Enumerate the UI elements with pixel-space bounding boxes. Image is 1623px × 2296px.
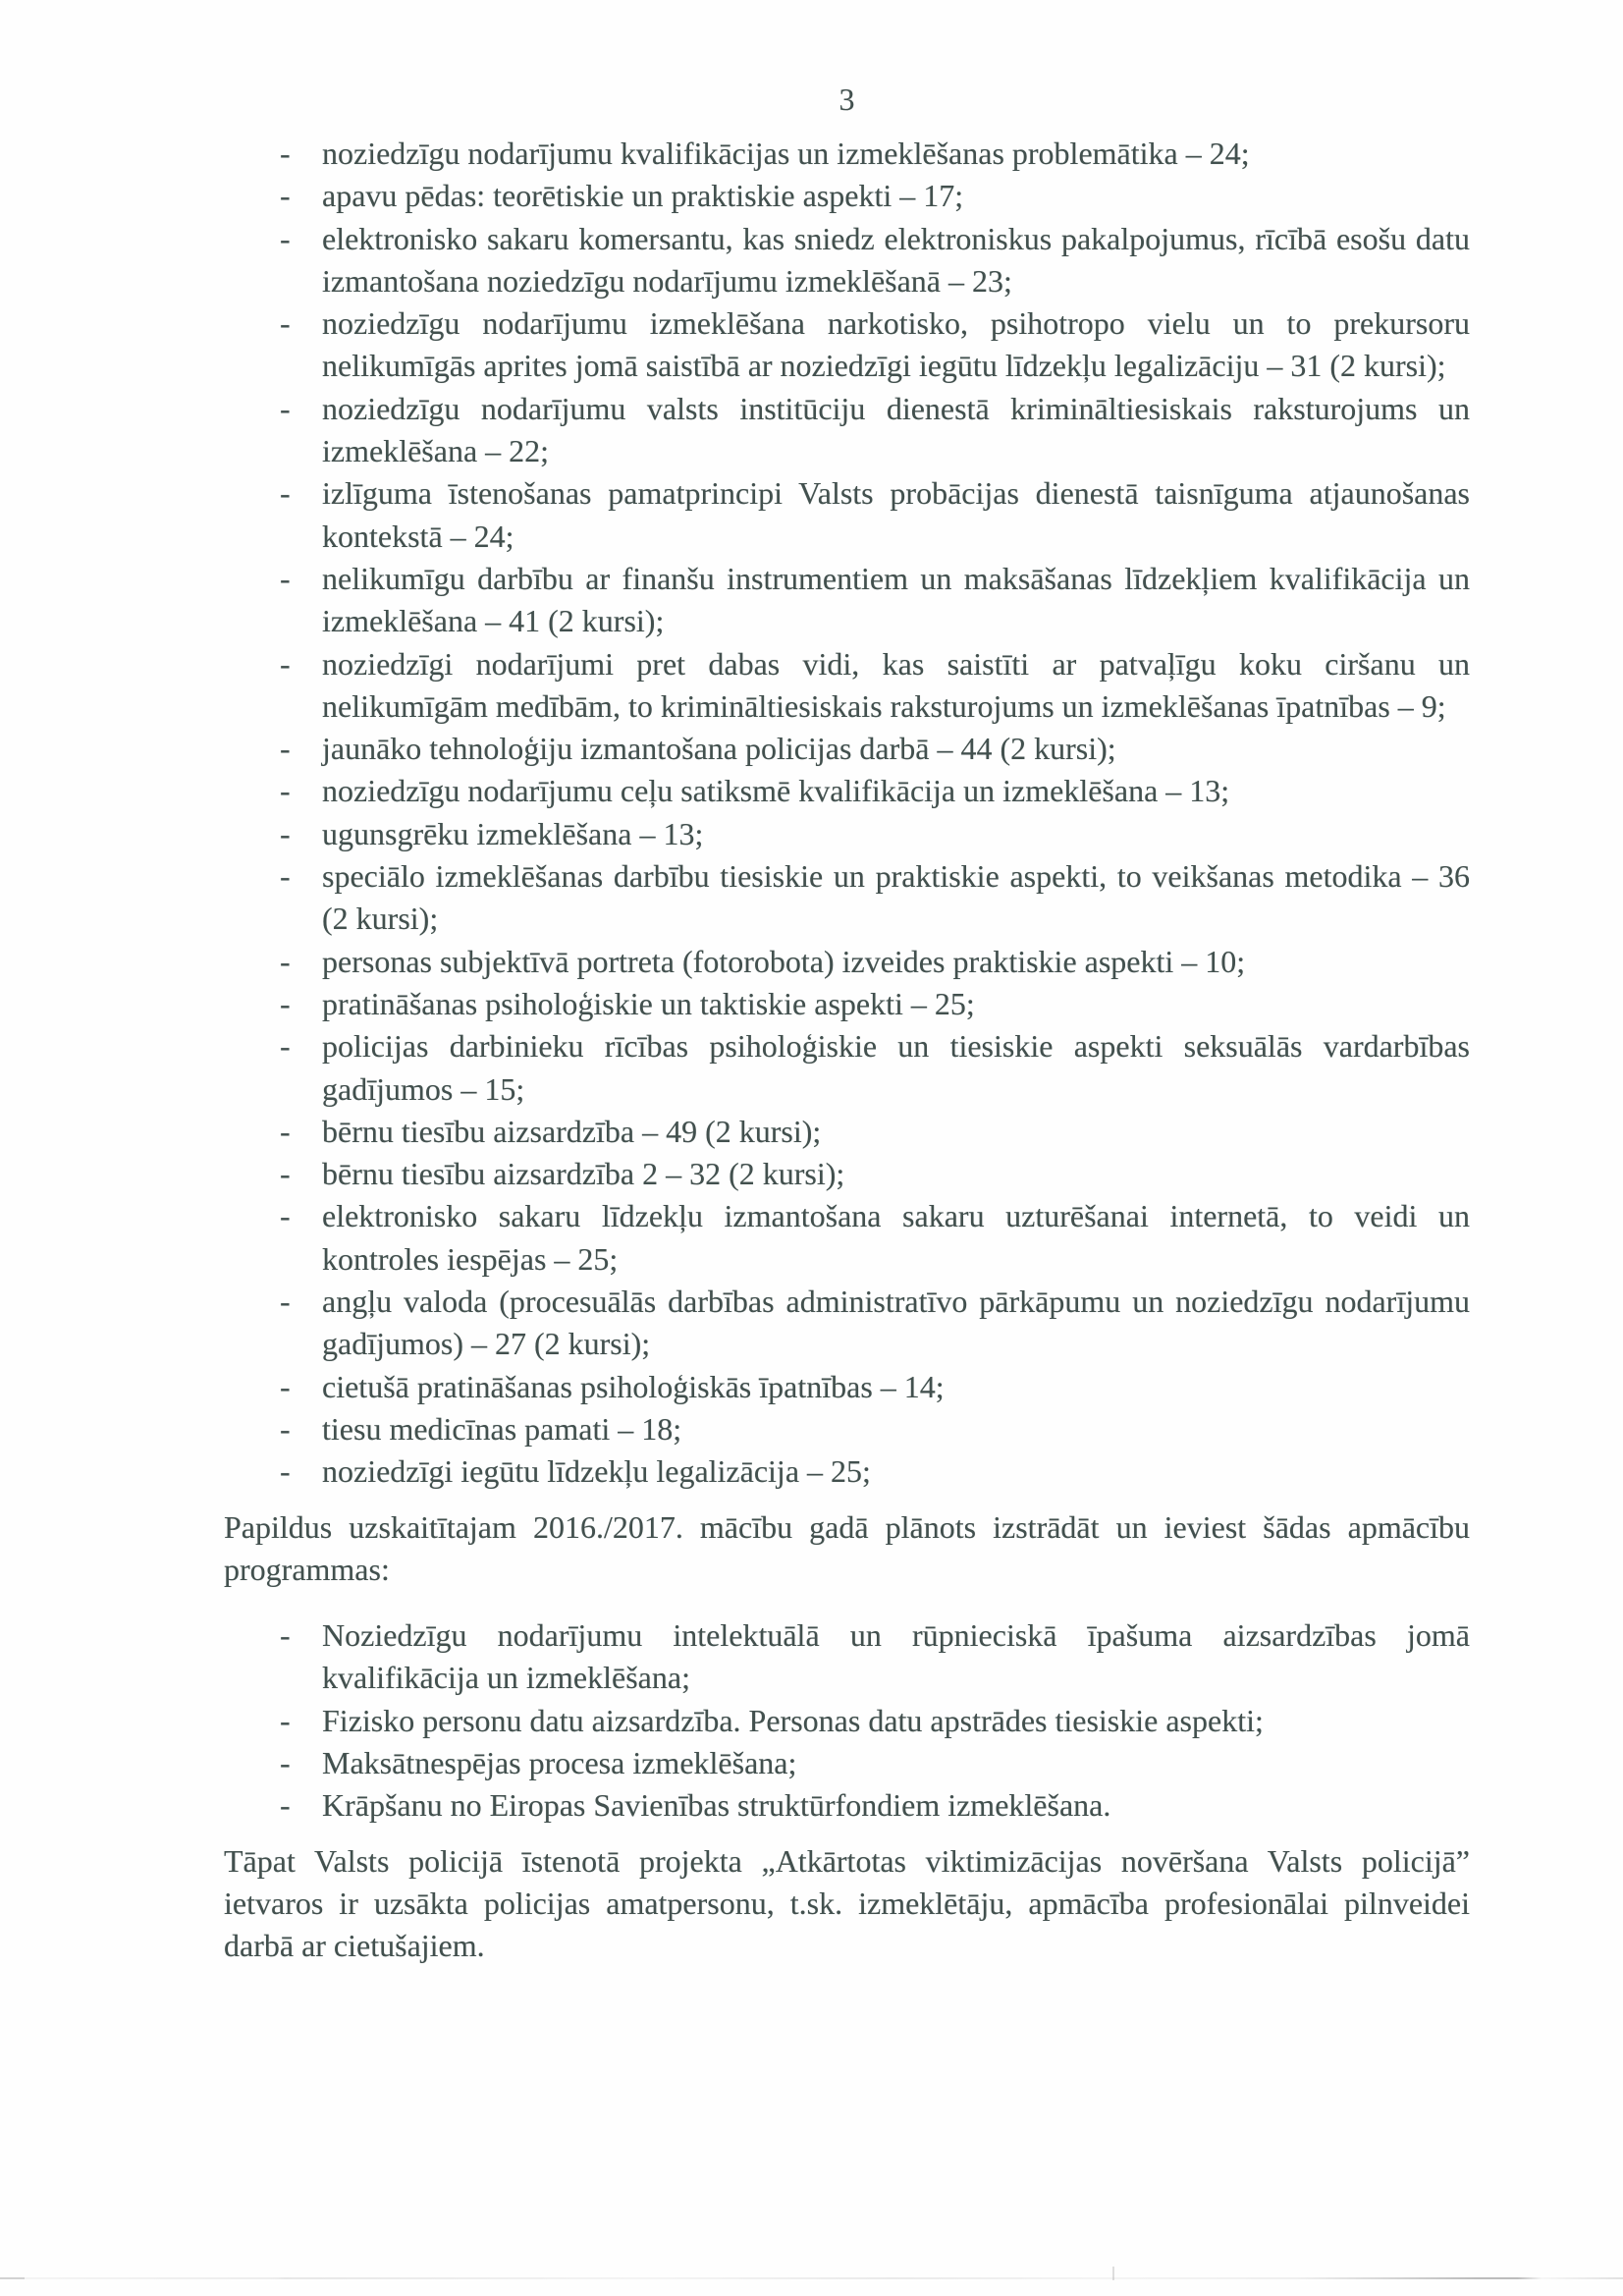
dash-bullet: - (280, 1702, 291, 1738)
dash-bullet: - (280, 136, 291, 171)
list-item (224, 1614, 1470, 1700)
list-item-text: noziedzīgu nodarījumu izmeklēšana narkotisko, psihotropo vielu un to prekursoru nelikumīgās aprites jomā saistībā ar noziedzīgi iegūtu līdzekļu legalizāciju – 31 (2 kursi); (322, 305, 1470, 384)
list-item (224, 941, 1470, 983)
dash-bullet: - (280, 815, 291, 851)
dash-bullet: - (280, 731, 291, 767)
list-item-text: bērnu tiesību aizsardzība – 49 (2 kursi); (322, 1113, 822, 1149)
dash-bullet: - (280, 943, 291, 979)
dash-bullet: - (280, 1113, 291, 1149)
list-item-text: angļu valoda (procesuālās darbības administratīvo pārkāpumu un noziedzīgu nodarījumu gadījumos) – 27 (2 kursi); (322, 1284, 1470, 1362)
list-item (224, 1153, 1470, 1195)
list-item (224, 1408, 1470, 1450)
list-item (224, 175, 1470, 217)
dash-bullet: - (280, 178, 291, 214)
dash-bullet: - (280, 1744, 291, 1780)
list-item (224, 133, 1470, 175)
list-item (224, 728, 1470, 770)
list-item-text: noziedzīgu nodarījumu kvalifikācijas un izmeklēšanas problemātika – 24; (322, 136, 1250, 171)
list-item (224, 770, 1470, 812)
planned-programs-list (224, 1614, 1470, 1827)
list-item-text: speciālo izmeklēšanas darbību tiesiskie un praktiskie aspekti, to veikšanas metodika – 36 (2 kursi); (322, 858, 1470, 937)
dash-bullet: - (280, 220, 291, 256)
list-item-text: noziedzīgu nodarījumu valsts institūciju dienestā krimināltiesiskais raksturojums un izmeklēšana – 22; (322, 390, 1470, 469)
list-item (224, 813, 1470, 855)
list-item-text: elektronisko sakaru komersantu, kas sniedz elektroniskus pakalpojumus, rīcībā esošu datu izmantošana noziedzīgu nodarījumu izmeklēšanā – 23; (322, 220, 1470, 299)
list-item-text: Noziedzīgu nodarījumu intelektuālā un rūpnieciskā īpašuma aizsardzības jomā kvalifikācija un izmeklēšana; (322, 1617, 1470, 1696)
list-item (224, 1111, 1470, 1153)
list-item-text: tiesu medicīnas pamati – 18; (322, 1410, 682, 1447)
list-item (224, 388, 1470, 473)
paragraph-additional-programs-intro: Papildus uzskaitītajam 2016./2017. mācību gadā plānots izstrādāt un ieviest šādas apmācību programmas: (224, 1508, 1470, 1587)
dash-bullet: - (280, 560, 291, 596)
paragraph-victimization-project: Tāpat Valsts policijā īstenotā projekta „Atkārtotas viktimizācijas novēršana Valsts policijā” ietvaros ir uzsākta policijas amatpersonu, t.sk. izmeklētāju, apmācība profesionālai pilnveidei darbā ar cietušajiem. (224, 1842, 1470, 1964)
list-item (224, 855, 1470, 941)
dash-bullet: - (280, 1156, 291, 1192)
list-item-text: noziedzīgu nodarījumu ceļu satiksmē kvalifikācija un izmeklēšana – 13; (322, 773, 1230, 809)
list-item (224, 218, 1470, 303)
dash-bullet: - (280, 305, 291, 342)
dash-bullet: - (280, 1617, 291, 1654)
list-item-text: policijas darbinieku rīcības psiholoģiskie un tiesiskie aspekti seksuālās vardarbības gadījumos – 15; (322, 1028, 1470, 1107)
training-courses-list (224, 133, 1470, 1494)
list-item-text: apavu pēdas: teorētiskie un praktiskie aspekti – 17; (322, 178, 964, 214)
list-item-text: noziedzīgi nodarījumi pret dabas vidi, kas saistīti ar patvaļīgu koku ciršanu un nelikumīgām medībām, to krimināltiesiskais raksturojums un izmeklēšanas īpatnības – 9; (322, 645, 1470, 724)
list-item-text: izlīguma īstenošanas pamatprincipi Valsts probācijas dienestā taisnīguma atjaunošanas kontekstā – 24; (322, 475, 1470, 554)
list-item-text: ugunsgrēku izmeklēšana – 13; (322, 815, 704, 851)
list-item (224, 983, 1470, 1025)
scan-artifact-line (0, 2277, 1623, 2279)
list-item (224, 558, 1470, 643)
list-item-text: Krāpšanu no Eiropas Savienības struktūrfondiem izmeklēšana. (322, 1787, 1111, 1824)
dash-bullet: - (280, 1368, 291, 1404)
dash-bullet: - (280, 1453, 291, 1490)
list-item (224, 472, 1470, 558)
list-item-text: cietušā pratināšanas psiholoģiskās īpatnības – 14; (322, 1368, 945, 1404)
list-item (224, 1281, 1470, 1366)
dash-bullet: - (280, 985, 291, 1021)
list-item-text: jaunāko tehnoloģiju izmantošana policijas darbā – 44 (2 kursi); (322, 731, 1116, 767)
list-item (224, 1742, 1470, 1784)
list-item (224, 302, 1470, 388)
dash-bullet: - (280, 1028, 291, 1065)
dash-bullet: - (280, 390, 291, 426)
list-item-text: personas subjektīvā portreta (fotorobota) izveides praktiskie aspekti – 10; (322, 943, 1246, 979)
dash-bullet: - (280, 1198, 291, 1234)
list-item (224, 1195, 1470, 1281)
dash-bullet: - (280, 773, 291, 809)
dash-bullet: - (280, 1284, 291, 1320)
list-item (224, 1784, 1470, 1827)
list-item-text: bērnu tiesību aizsardzība 2 – 32 (2 kursi); (322, 1156, 845, 1192)
list-item (224, 1700, 1470, 1742)
dash-bullet: - (280, 645, 291, 682)
dash-bullet: - (280, 858, 291, 895)
list-item (224, 1025, 1470, 1111)
dash-bullet: - (280, 475, 291, 512)
list-item-text: Maksātnespējas procesa izmeklēšana; (322, 1744, 797, 1780)
list-item-text: nelikumīgu darbību ar finanšu instrumentiem un maksāšanas līdzekļiem kvalifikācija un izmeklēšana – 41 (2 kursi); (322, 560, 1470, 639)
list-item-text: noziedzīgi iegūtu līdzekļu legalizācija – 25; (322, 1453, 871, 1490)
dash-bullet: - (280, 1787, 291, 1824)
list-item-text: elektronisko sakaru līdzekļu izmantošana sakaru uzturēšanai internetā, to veidi un kontroles iespējas – 25; (322, 1198, 1470, 1277)
dash-bullet: - (280, 1410, 291, 1447)
list-item (224, 1450, 1470, 1493)
list-item (224, 643, 1470, 729)
list-item (224, 1366, 1470, 1408)
list-item-text: pratināšanas psiholoģiskie un taktiskie aspekti – 25; (322, 985, 975, 1021)
page-number: 3 (839, 82, 855, 117)
list-item-text: Fizisko personu datu aizsardzība. Personas datu apstrādes tiesiskie aspekti; (322, 1702, 1264, 1738)
